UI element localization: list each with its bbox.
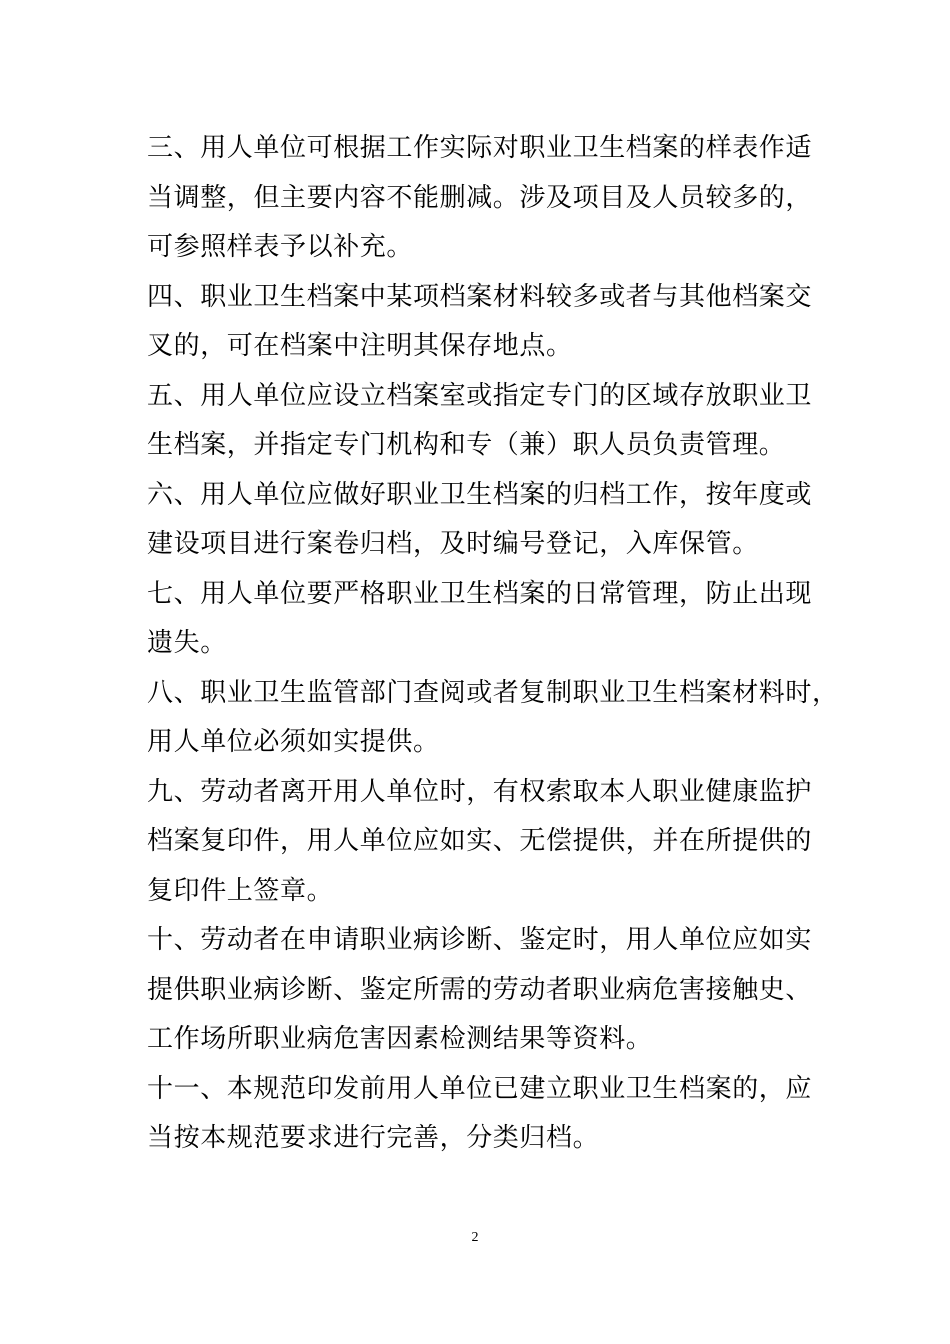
text-line: 九、劳动者离开用人单位时，有权索取本人职业健康监护 bbox=[147, 776, 813, 807]
text-line: 生档案，并指定专门机构和专（兼）职人员负责管理。 bbox=[147, 430, 786, 460]
text-line: 可参照样表予以补充。 bbox=[147, 232, 414, 262]
text-line: 叉的，可在档案中注明其保存地点。 bbox=[147, 331, 573, 361]
text-line: 十一、本规范印发前用人单位已建立职业卫生档案的，应 bbox=[147, 1073, 813, 1104]
text-line: 六、用人单位应做好职业卫生档案的归档工作，按年度或 bbox=[147, 479, 813, 510]
page-number: 2 bbox=[471, 1230, 479, 1245]
text-line: 七、用人单位要严格职业卫生档案的日常管理，防止出现 bbox=[147, 578, 813, 609]
text-line: 十、劳动者在申请职业病诊断、鉴定时，用人单位应如实 bbox=[147, 925, 813, 955]
text-line: 用人单位必须如实提供。 bbox=[147, 727, 440, 757]
text-line: 三、用人单位可根据工作实际对职业卫生档案的样表作适 bbox=[147, 133, 813, 163]
document-body bbox=[147, 124, 839, 1164]
text-line: 遗失。 bbox=[147, 628, 227, 658]
text-line: 四、职业卫生档案中某项档案材料较多或者与其他档案交 bbox=[147, 281, 813, 312]
text-line: 工作场所职业病危害因素检测结果等资料。 bbox=[147, 1024, 653, 1054]
text-line: 提供职业病诊断、鉴定所需的劳动者职业病危害接触史、 bbox=[147, 974, 813, 1005]
text-line: 复印件上签章。 bbox=[147, 875, 334, 906]
text-line: 五、用人单位应设立档案室或指定专门的区域存放职业卫 bbox=[147, 380, 813, 411]
text-line: 当按本规范要求进行完善，分类归档。 bbox=[147, 1123, 600, 1153]
text-line: 档案复印件，用人单位应如实、无偿提供，并在所提供的 bbox=[147, 826, 813, 856]
text-line: 八、职业卫生监管部门查阅或者复制职业卫生档案材料时， bbox=[147, 677, 839, 708]
text-line: 建设项目进行案卷归档，及时编号登记，入库保管。 bbox=[147, 529, 759, 559]
text-line: 当调整，但主要内容不能删减。涉及项目及人员较多的， bbox=[147, 182, 813, 213]
